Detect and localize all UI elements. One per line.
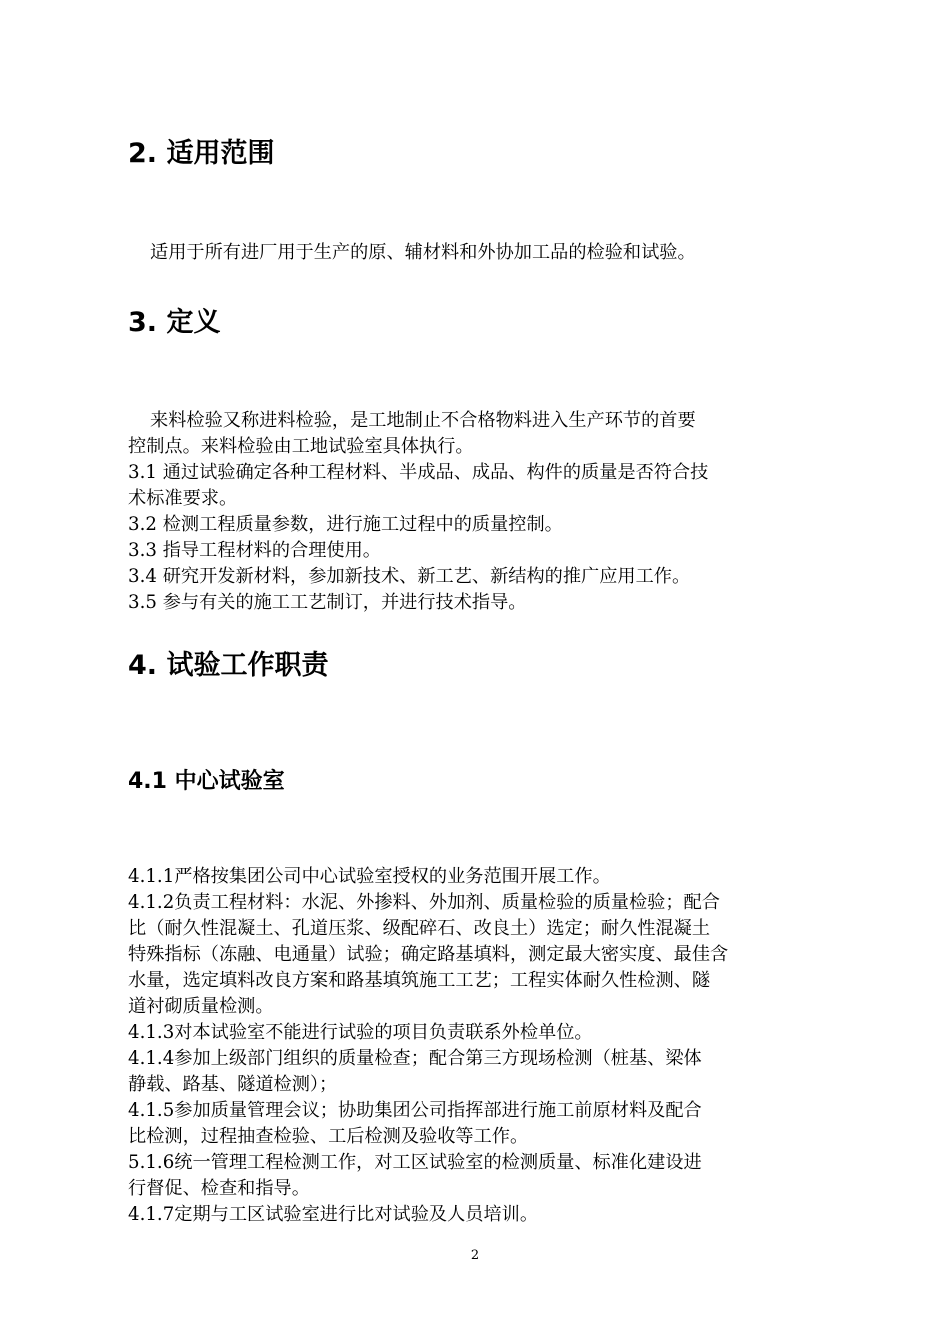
section-3-line: 3.4 研究开发新材料，参加新技术、新工艺、新结构的推广应用工作。 <box>128 566 691 587</box>
section-3-line: 3.1 通过试验确定各种工程材料、半成品、成品、构件的质量是否符合技 <box>128 462 709 483</box>
section-4-1-line: 4.1.7定期与工区试验室进行比对试验及人员培训。 <box>128 1204 539 1225</box>
section-4-1-line: 4.1.1严格按集团公司中心试验室授权的业务范围开展工作。 <box>128 866 611 887</box>
section-4-1-line: 行督促、检查和指导。 <box>128 1178 310 1199</box>
section-3-line: 控制点。来料检验由工地试验室具体执行。 <box>128 436 474 457</box>
section-3-line: 3.5 参与有关的施工工艺制订，并进行技术指导。 <box>128 592 527 613</box>
section-4-1-line: 水量，选定填料改良方案和路基填筑施工工艺；工程实体耐久性检测、隧 <box>128 970 711 991</box>
section-3-heading: 3. 定义 <box>128 307 221 338</box>
section-4-1-line: 比（耐久性混凝土、孔道压浆、级配碎石、改良土）选定；耐久性混凝土 <box>128 918 711 939</box>
section-4-1-subheading: 4.1 中心试验室 <box>128 769 285 794</box>
section-2-heading: 2. 适用范围 <box>128 138 275 169</box>
section-4-1-line: 4.1.3对本试验室不能进行试验的项目负责联系外检单位。 <box>128 1022 593 1043</box>
section-4-1-body <box>128 864 828 1228</box>
section-2-body-line: 适用于所有进厂用于生产的原、辅材料和外协加工品的检验和试验。 <box>150 242 696 263</box>
section-4-1-line: 静载、路基、隧道检测）； <box>128 1074 338 1095</box>
page-number: 2 <box>470 1248 480 1263</box>
section-2-body <box>128 240 828 266</box>
section-4-1-line: 4.1.2负责工程材料：水泥、外掺料、外加剂、质量检验的质量检验；配合 <box>128 892 720 913</box>
section-4-1-line: 比检测，过程抽查检验、工后检测及验收等工作。 <box>128 1126 529 1147</box>
section-4-1-line: 5.1.6统一管理工程检测工作，对工区试验室的检测质量、标准化建设进 <box>128 1152 702 1173</box>
section-3-line: 3.2 检测工程质量参数，进行施工过程中的质量控制。 <box>128 514 563 535</box>
section-4-1-line: 特殊指标（冻融、电通量）试验；确定路基填料，测定最大密实度、最佳含 <box>128 944 729 965</box>
section-4-1-line: 4.1.4参加上级部门组织的质量检查；配合第三方现场检测（桩基、梁体 <box>128 1048 702 1069</box>
section-3-line: 术标准要求。 <box>128 488 238 509</box>
section-4-heading: 4. 试验工作职责 <box>128 650 329 681</box>
section-3-line: 3.3 指导工程材料的合理使用。 <box>128 540 381 561</box>
section-4-1-line: 道衬砌质量检测。 <box>128 996 274 1017</box>
section-3-body <box>128 408 828 616</box>
section-3-line: 来料检验又称进料检验，是工地制止不合格物料进入生产环节的首要 <box>150 410 696 431</box>
section-4-1-line: 4.1.5参加质量管理会议；协助集团公司指挥部进行施工前原材料及配合 <box>128 1100 702 1121</box>
